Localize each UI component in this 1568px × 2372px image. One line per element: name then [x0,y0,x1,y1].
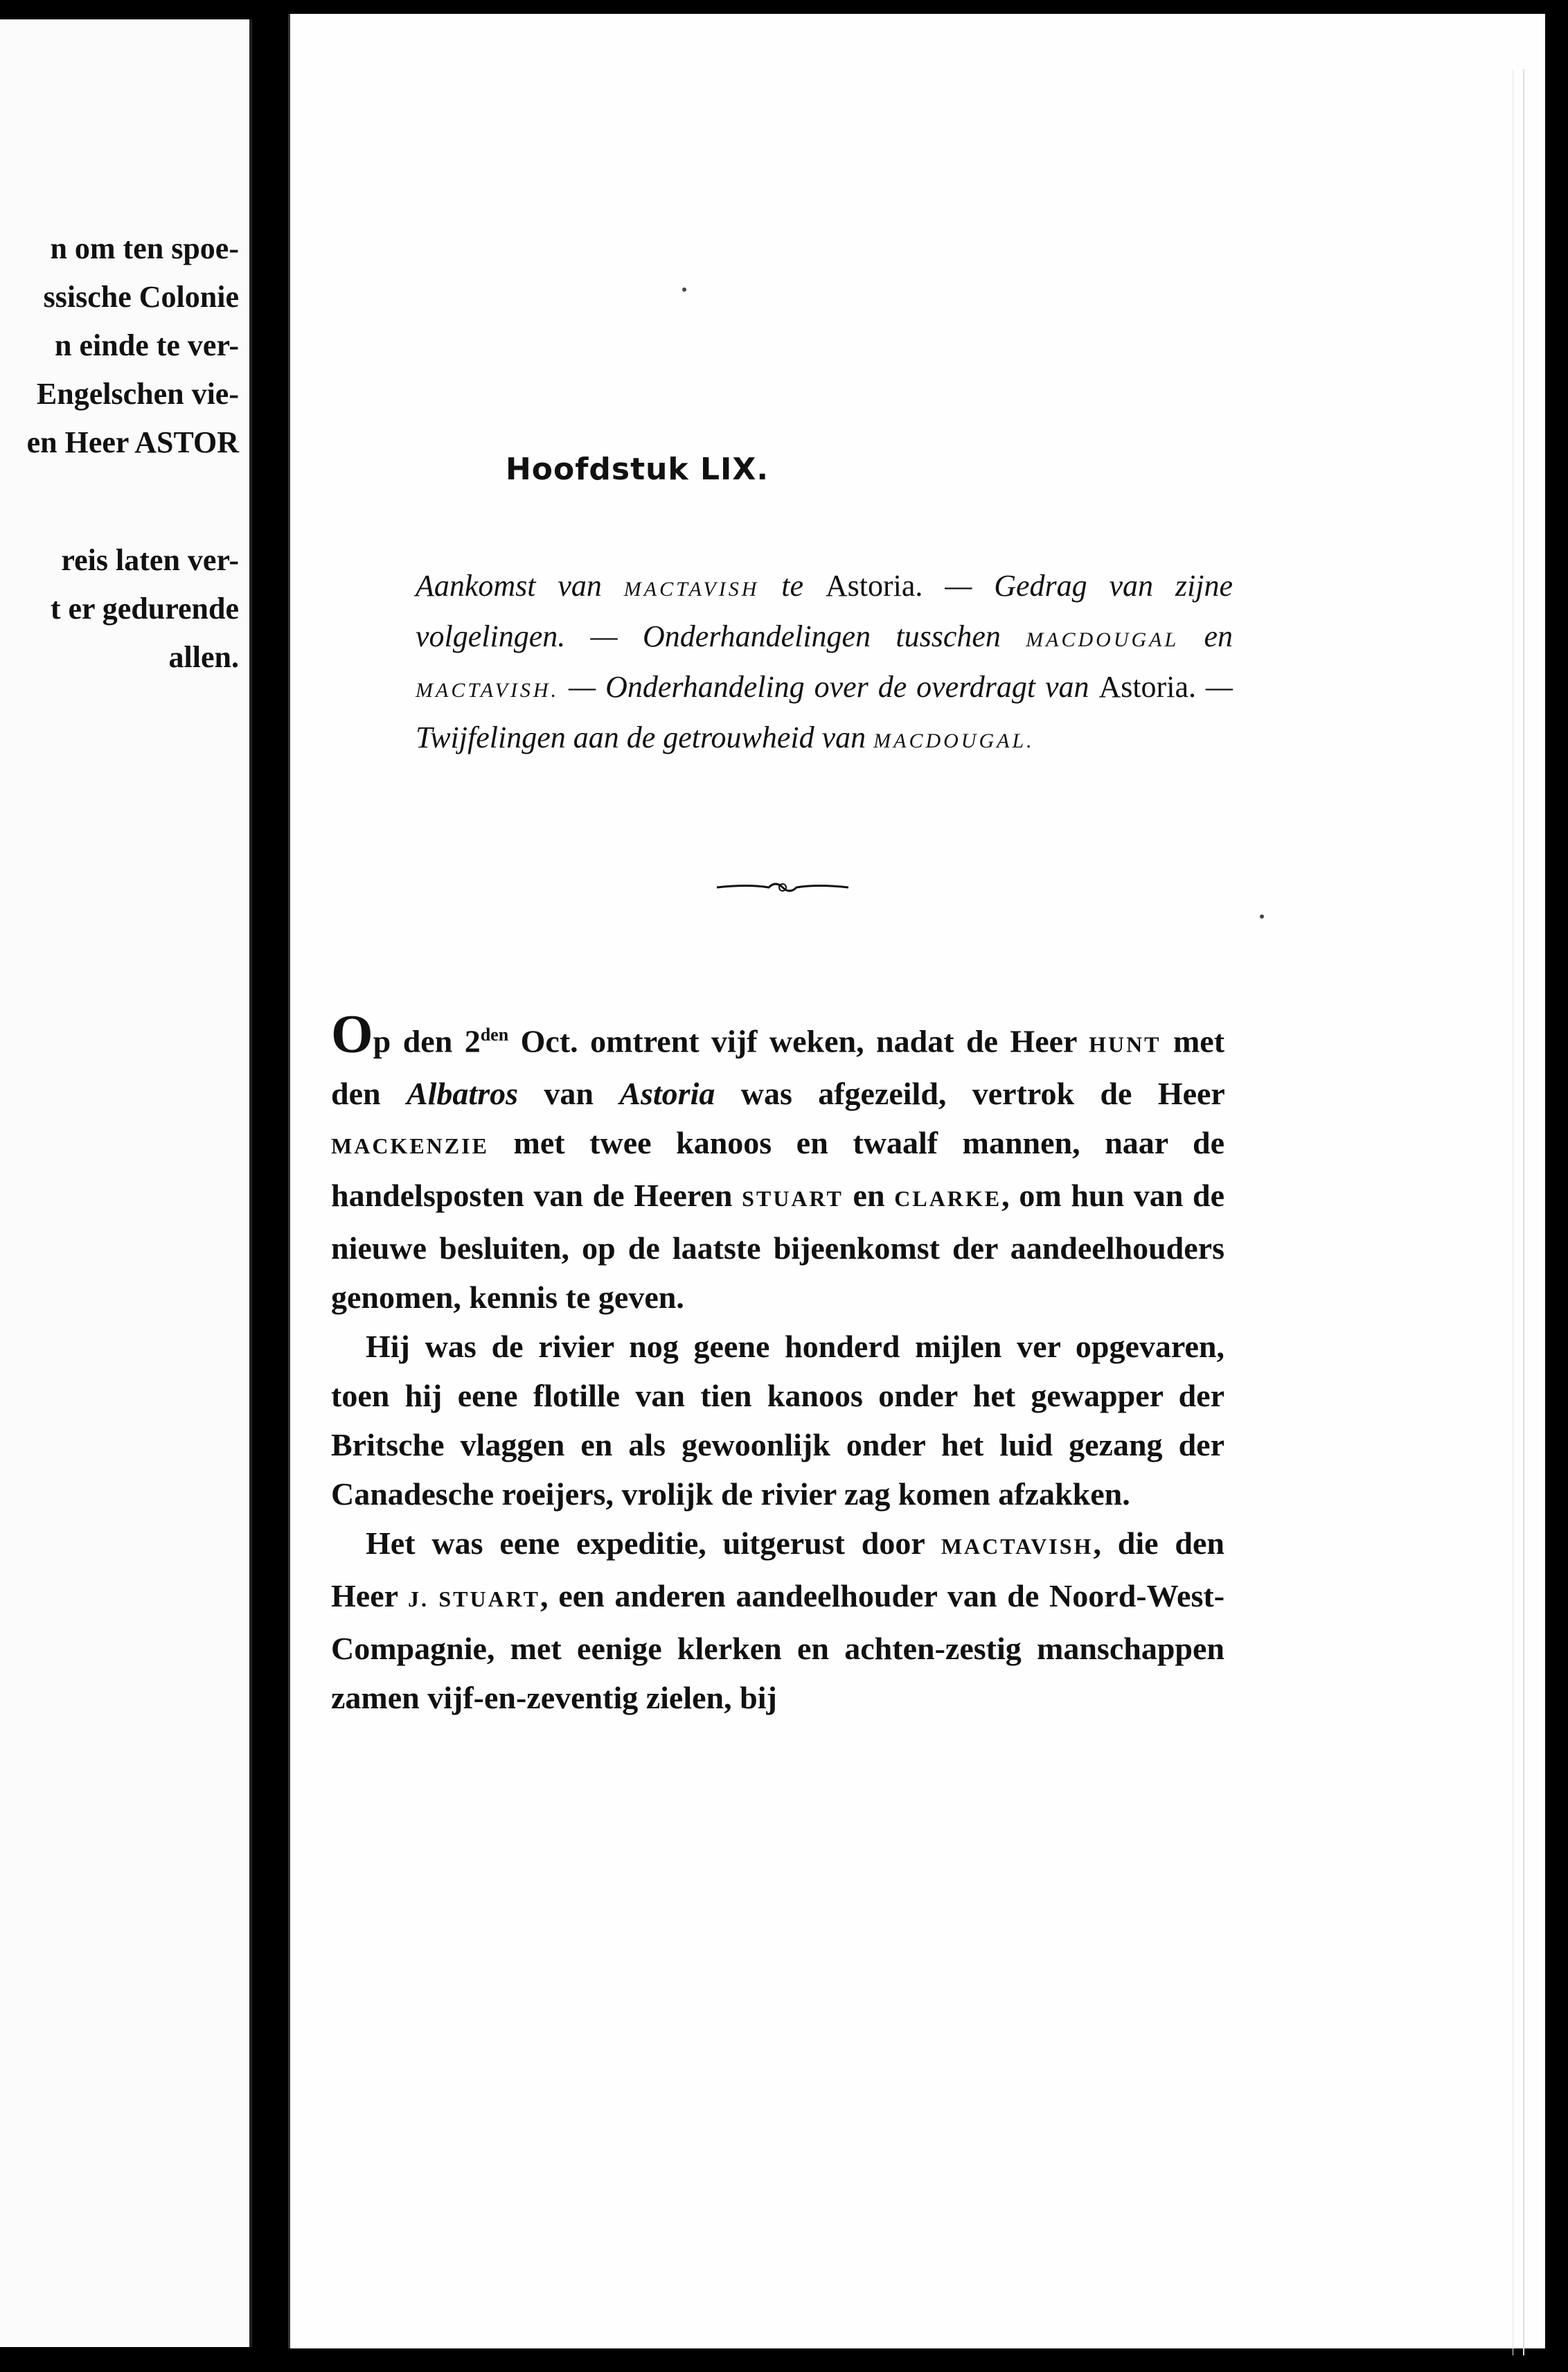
left-line-5: en Heer ASTOR [26,425,239,459]
paragraph-3: Het was eene expeditie, uitgerust door MACTAVISH, die den Heer J. STUART, een anderen aandeelhouder van de Noord-West-Compagnie, met eenige klerken en achten-zestig manschappen zamen vijf-en-zeventig zielen, bij [331,1525,1225,1716]
left-line-3: n einde te ver- [55,328,239,362]
left-page [0,19,252,2347]
left-line-8: allen. [168,640,239,674]
body-text [331,1003,1225,1722]
paragraph-2: Hij was de rivier nog geene honderd mijlen ver opgevaren, toen hij eene flotille van tien kanoos onder het gewapper der Britsche vlaggen en als gewoonlijk onder het luid gezang der Canadesche roeijers, vrolijk de rivier zag komen afzakken. [331,1329,1224,1512]
paragraph-1: Op den $2^{den}$ Oct. omtrent vijf weken, nadat de Heer HUNT met den Albatros van Astoria was afgezeild, vertrok de Heer MACKENZIE met twee kanoos en twaalf mannen, naar de handelsposten van de Heeren STUART en CLARKE, om hun van de nieuwe besluiten, op de laatste bijeenkomst der aandeelhouders genomen, kennis te geven. [331,1003,1225,1316]
left-line-4: Engelschen vie- [36,377,239,411]
speck [1260,914,1264,919]
book-gutter [252,0,288,2372]
left-line-6: reis laten ver- [61,543,239,577]
speck [682,287,686,292]
chapter-title: Hoofdstuk LIX. [505,452,769,487]
page-edge [1513,69,1524,2355]
left-line-1: n om ten spoe- [50,231,239,265]
ornament-divider [713,877,852,898]
drop-cap: O [331,1003,373,1064]
chapter-summary: Aankomst van MACTAVISH te Astoria. — Gedrag van zijne volgelingen. — Onderhandelingen tusschen MACDOUGAL en MACTAVISH. — Onderhandeling over de overdragt van Astoria. — Twijfelingen aan de getrouwheid van MACDOUGAL. [416,569,1233,754]
left-line-7: t er gedurende [50,592,239,626]
left-line-2: ssische Colonie [43,280,239,314]
